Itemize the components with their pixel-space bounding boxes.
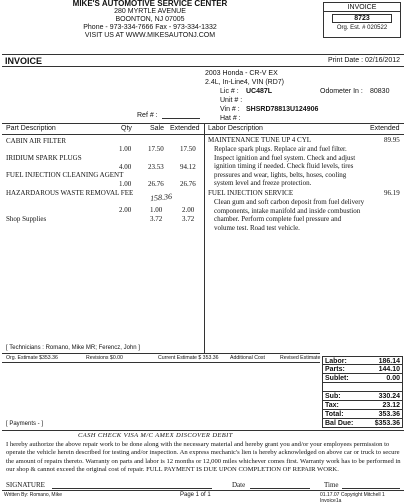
print-date: Print Date : 02/16/2012 xyxy=(328,57,400,64)
col-sale: Sale xyxy=(150,125,165,132)
labor-ext: 89.95 xyxy=(384,136,400,144)
part-qty: 1.00 xyxy=(119,180,132,188)
labor-line: system level and freeze protection. xyxy=(214,179,312,188)
hat-label: Hat # : xyxy=(220,115,241,122)
vehicle-engine: 2.4L, In-Line4, VIN (RD7) xyxy=(205,79,284,86)
shop-web: VISIT US AT WWW.MIKESAUTONJ.COM xyxy=(84,32,216,39)
revised-estimate: Revised Estimate xyxy=(280,355,321,361)
estimates-bottom-rule xyxy=(2,362,320,363)
part-sale: 17.50 xyxy=(148,145,164,153)
labor-line: Replace spark plugs. Replace air and fuel filter. xyxy=(214,145,347,153)
invoice-box-label: INVOICE xyxy=(324,3,400,12)
vin-label: Vin # : xyxy=(220,106,240,113)
vehicle-model: 2003 Honda - CR-V EX xyxy=(205,70,278,77)
license-label: Lic # : xyxy=(220,88,239,95)
labor-title: FUEL INJECTION SERVICE xyxy=(208,189,294,197)
part-sale: 23.53 xyxy=(148,163,164,171)
footer-rule xyxy=(2,490,404,491)
total-row xyxy=(322,383,403,392)
labor-line: pressures and wear, lights, belts, hoses, cooling xyxy=(214,170,347,179)
technicians: [ Technicians : Romano, Mike MR; Ferencz, John ] xyxy=(6,345,140,351)
totals-table xyxy=(322,356,403,428)
col-part-description: Part Description xyxy=(6,125,56,132)
org-estimate: Org. Estimate $353.36 xyxy=(6,355,58,361)
part-qty: 1.00 xyxy=(119,145,132,153)
part-sale: 1.00 xyxy=(150,206,163,214)
part-desc: FUEL INJECTION CLEANING AGENT xyxy=(6,171,124,179)
invoice-title-bar xyxy=(2,54,404,67)
labor-line: components, intake manifold and inside combustion xyxy=(214,206,361,215)
part-desc: IRIDIUM SPARK PLUGS xyxy=(6,154,82,162)
shop-phone: Phone - 973-334-7666 Fax - 973-334-1332 xyxy=(83,24,217,31)
payments-label: [ Payments - ] xyxy=(6,421,44,427)
parts-labor-divider xyxy=(204,123,205,353)
total-row: Sublet: 0.00 xyxy=(322,374,403,383)
total-row: Total: 353.36 xyxy=(322,410,403,419)
columns-top-rule xyxy=(2,123,404,124)
part-qty: 4.00 xyxy=(119,163,132,171)
labor-line: chamber. Perform complete fuel pressure and xyxy=(214,215,342,224)
total-row: Labor: 186.14 xyxy=(322,356,403,365)
col-extended: Extended xyxy=(170,125,200,132)
balance-due-row: Bal Due: $353.36 xyxy=(322,419,403,428)
written-by: Written By: Romano, Mike xyxy=(4,492,62,498)
part-ext: 2.00 xyxy=(182,206,195,214)
unit-label: Unit # : xyxy=(220,97,243,104)
time-label: Time xyxy=(324,481,339,489)
part-ext: 3.72 xyxy=(182,215,195,223)
labor-line: volume test. Road test vehicle. xyxy=(214,223,300,232)
col-labor-extended: Extended xyxy=(370,125,400,132)
time-line[interactable] xyxy=(342,488,400,489)
date-label: Date xyxy=(232,481,246,489)
labor-line: ignition timing if needed. Check fluid levels, tires xyxy=(214,162,354,171)
vin-value: SHSRD78813U124906 xyxy=(246,106,319,113)
license-value: UC487L xyxy=(246,88,273,95)
authorization-text: I hereby authorize the above repair work to be done along with the necessary material and hereby grant you and/or your employees permission to operate the vehicle herein described for testing and/or inspection. An express mechanic's lien is hereby acknowledged on above car or truck to secure the amount of repairs thereto. Warranty on parts and labor is 12 months or 12,000 miles whichever comes first. Warranty work has to be performed in our shop & cannot exceed the original cost of repair. FULL PAYMENT IS DUE UPON COMPLETION OF REPAIR WORK. xyxy=(6,441,401,473)
columns-bottom-rule xyxy=(2,134,404,135)
col-labor-description: Labor Description xyxy=(208,125,263,132)
current-estimate: Current Estimate $ 353.36 xyxy=(158,355,219,361)
org-estimate-number: Org. Est. # 020522 xyxy=(336,25,388,31)
payments-rule xyxy=(2,430,404,431)
date-line[interactable] xyxy=(250,488,310,489)
handwritten-note: 158.36 xyxy=(149,191,173,204)
labor-ext: 96.19 xyxy=(384,189,400,197)
shop-header xyxy=(0,0,300,40)
signature-label: SIGNATURE xyxy=(6,481,45,489)
part-desc: Shop Supplies xyxy=(6,215,47,223)
total-row: Parts: 144.10 xyxy=(322,365,403,374)
revisions: Revisions $0.00 xyxy=(86,355,123,361)
total-row: Tax: 23.12 xyxy=(322,401,403,410)
estimates-top-rule xyxy=(2,353,320,354)
labor-line: Inspect ignition and fuel system. Check and adjust xyxy=(214,153,356,162)
invoice-number-box xyxy=(323,2,401,38)
part-ext: 26.76 xyxy=(180,180,196,188)
additional-cost: Additional Cost xyxy=(230,355,265,361)
shop-name: MIKE'S AUTOMOTIVE SERVICE CENTER xyxy=(72,0,228,8)
ref-label: Ref # : xyxy=(137,112,158,119)
ref-underline xyxy=(162,118,200,119)
labor-title: MAINTENANCE TUNE UP 4 CYL xyxy=(208,136,312,144)
part-desc: CABIN AIR FILTER xyxy=(6,137,67,145)
labor-line: Clean gum and soft carbon deposit from fuel delivery xyxy=(214,198,365,206)
col-qty: Qty xyxy=(121,125,132,132)
odometer-value: 80830 xyxy=(370,88,390,95)
page-number: Page 1 of 1 xyxy=(180,492,211,498)
total-row: Sub: 330.24 xyxy=(322,392,403,401)
odometer-label: Odometer In : xyxy=(320,88,363,95)
shop-address: 280 MYRTLE AVENUE xyxy=(114,8,186,15)
part-sale: 26.76 xyxy=(148,180,164,188)
part-sale: 3.72 xyxy=(150,215,163,223)
part-ext: 94.12 xyxy=(180,163,196,171)
shop-city: BOONTON, NJ 07005 xyxy=(115,16,185,23)
invoice-number: 8723 xyxy=(332,14,392,23)
part-qty: 2.00 xyxy=(119,206,132,214)
invoice-title: INVOICE xyxy=(5,56,43,66)
copyright: 01.17.07 Copyright Mitchell 1 Invoice1a xyxy=(320,492,385,504)
part-ext: 17.50 xyxy=(180,145,196,153)
signature-line[interactable] xyxy=(52,488,212,489)
payment-methods: CASH CHECK VISA M/C AMEX DISCOVER DEBIT xyxy=(78,432,233,439)
part-desc: HAZARDAROUS WASTE REMOVAL FEE xyxy=(6,189,134,197)
